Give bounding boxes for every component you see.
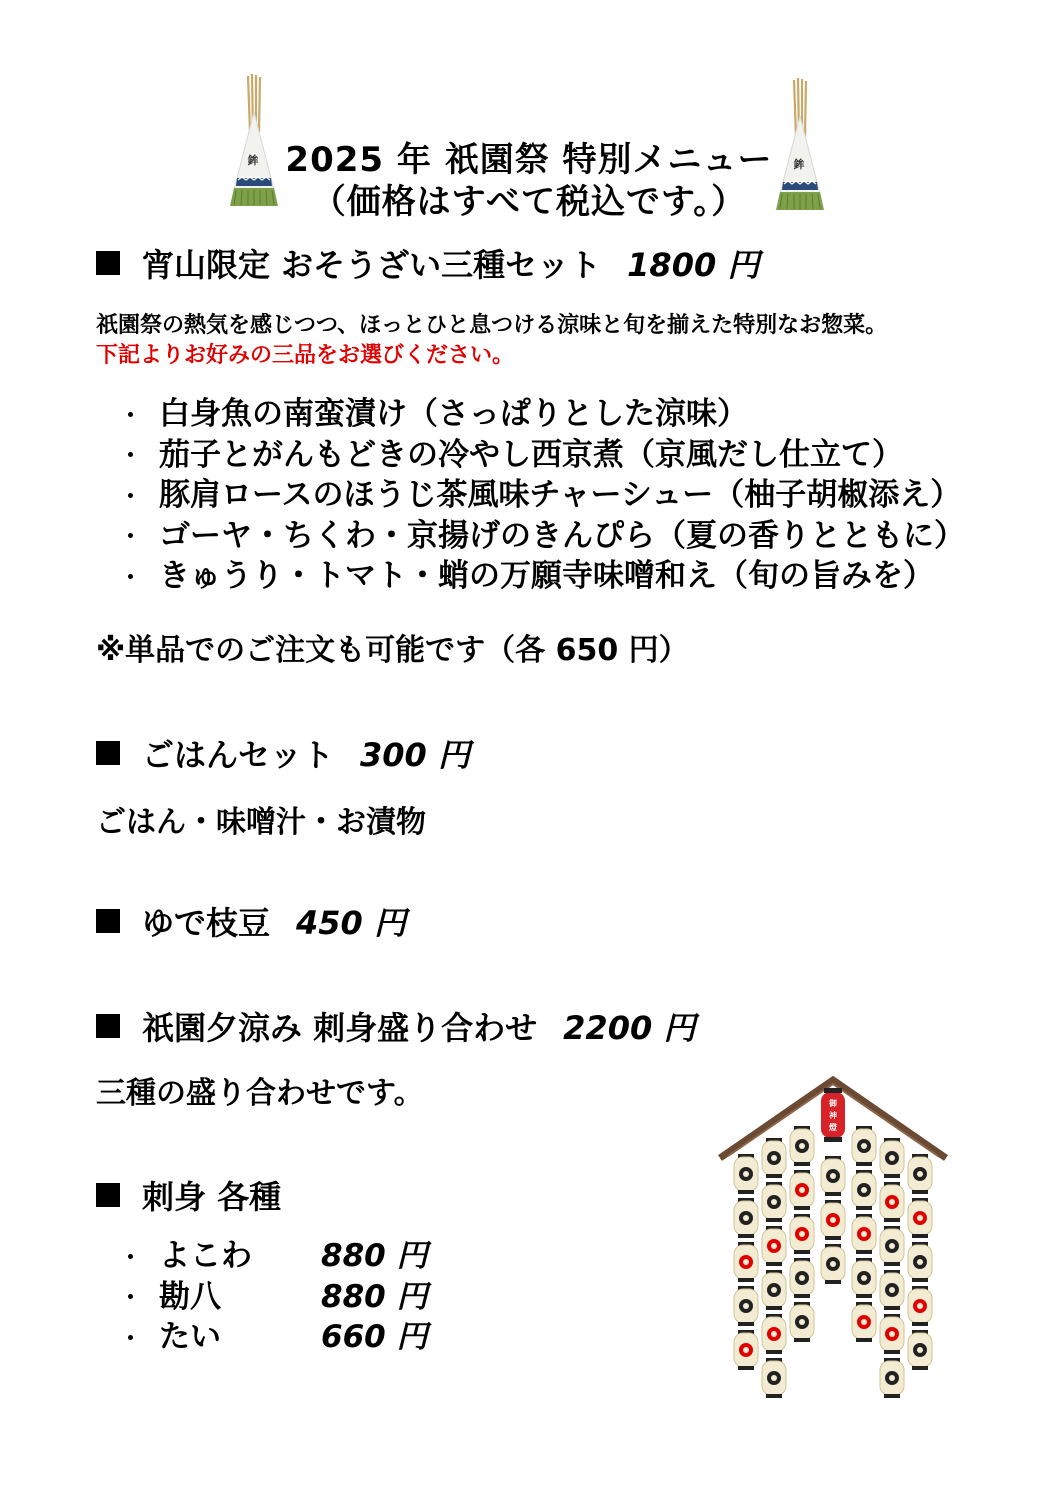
- section-name: ごはんセット: [142, 736, 335, 774]
- paper-lantern-icon: [821, 1244, 845, 1284]
- paper-lantern-icon: [880, 1314, 904, 1354]
- section-heading-gohan: [96, 730, 470, 776]
- section-heading-souzai: [96, 240, 759, 286]
- section-description: ごはん・味噌汁・お漬物: [96, 805, 426, 840]
- paper-lantern-icon: [880, 1358, 904, 1398]
- paper-lantern-icon: [852, 1214, 876, 1254]
- paper-lantern-icon: [790, 1258, 814, 1298]
- list-item: 白身魚の南蛮漬け（さっぱりとした涼味）: [128, 394, 965, 435]
- list-item: よこわ 880 円: [128, 1236, 428, 1277]
- bullet-icon: [128, 493, 133, 498]
- lantern-sign-char: 神: [829, 1111, 837, 1120]
- list-item: 豚肩ロースのほうじ茶風味チャーシュー（柚子胡椒添え）: [128, 475, 965, 516]
- paper-lantern-icon: [762, 1138, 786, 1178]
- section-description: 祇園祭の熱気を感じつつ、ほっとひと息つける涼味と旬を揃えた特別なお惣菜。: [96, 313, 888, 338]
- section-price: 2200 円: [563, 1009, 696, 1047]
- paper-lantern-icon: [790, 1302, 814, 1342]
- paper-lantern-icon: [790, 1126, 814, 1166]
- paper-lantern-icon: [734, 1286, 758, 1326]
- paper-lantern-icon: [790, 1170, 814, 1210]
- square-bullet-icon: [96, 251, 120, 275]
- svg-text:鉾: 鉾: [247, 154, 259, 167]
- lantern-sign-char: 燈: [829, 1123, 837, 1132]
- paper-lantern-icon: [762, 1182, 786, 1222]
- paper-lantern-icon: [734, 1330, 758, 1370]
- section-name: 刺身 各種: [142, 1178, 282, 1216]
- section-price: 1800 円: [627, 246, 760, 284]
- paper-lantern-icon: [852, 1302, 876, 1342]
- paper-lantern-icon: [734, 1154, 758, 1194]
- souzai-item-list: [128, 394, 965, 597]
- single-order-note: ※単品でのご注文も可能です（各 650 円）: [96, 633, 689, 668]
- bullet-icon: [128, 452, 133, 457]
- list-item: 勘八 880 円: [128, 1277, 428, 1318]
- square-bullet-icon: [96, 741, 120, 765]
- section-description: 三種の盛り合わせです。: [96, 1076, 424, 1111]
- paper-lantern-icon: [790, 1214, 814, 1254]
- bullet-icon: [128, 533, 133, 538]
- paper-lantern-icon: [734, 1242, 758, 1282]
- lantern-shrine-icon: [716, 1076, 950, 1402]
- paper-lantern-icon: [852, 1170, 876, 1210]
- section-heading-sashimi-set: [96, 1003, 695, 1049]
- paper-lantern-icon: [762, 1226, 786, 1266]
- section-heading-edamame: [96, 898, 406, 944]
- section-price: 300 円: [360, 736, 470, 774]
- bullet-icon: [128, 412, 133, 417]
- paper-lantern-icon: [821, 1156, 845, 1196]
- paper-lantern-icon: [908, 1198, 932, 1238]
- bullet-icon: [128, 574, 133, 579]
- paper-lantern-icon: [821, 1200, 845, 1240]
- lantern-sign-char: 御: [829, 1099, 837, 1108]
- svg-text:鉾: 鉾: [793, 158, 805, 171]
- paper-lantern-icon: [762, 1358, 786, 1398]
- red-lantern-icon: [821, 1088, 845, 1142]
- paper-lantern-icon: [852, 1126, 876, 1166]
- section-name: ゆで枝豆: [142, 904, 271, 942]
- section-name: 宵山限定 おそうざい三種セット: [142, 246, 602, 284]
- paper-lantern-icon: [762, 1314, 786, 1354]
- paper-lantern-icon: [762, 1270, 786, 1310]
- paper-lantern-icon: [880, 1182, 904, 1222]
- square-bullet-icon: [96, 1014, 120, 1038]
- paper-lantern-icon: [880, 1138, 904, 1178]
- section-price: 450 円: [296, 904, 406, 942]
- list-item: きゅうり・トマト・蛸の万願寺味噌和え（旬の旨みを）: [128, 556, 965, 597]
- paper-lantern-icon: [908, 1154, 932, 1194]
- square-bullet-icon: [96, 909, 120, 933]
- bullet-icon: [128, 1294, 133, 1299]
- page-subtitle: （価格はすべて税込です。）: [311, 182, 747, 222]
- paper-lantern-icon: [880, 1270, 904, 1310]
- paper-lantern-icon: [908, 1286, 932, 1326]
- page-title: 2025 年 祇園祭 特別メニュー: [285, 140, 773, 180]
- section-heading-sashimi: [96, 1172, 281, 1218]
- sashimi-item-list: [128, 1236, 428, 1358]
- section-name: 祇園夕涼み 刺身盛り合わせ: [142, 1009, 538, 1047]
- paper-lantern-icon: [852, 1258, 876, 1298]
- paper-lantern-icon: [880, 1226, 904, 1266]
- list-item: たい 660 円: [128, 1317, 428, 1358]
- list-item: 茄子とがんもどきの冷やし西京煮（京風だし仕立て）: [128, 435, 965, 476]
- square-bullet-icon: [96, 1183, 120, 1207]
- paper-lantern-icon: [734, 1198, 758, 1238]
- paper-lantern-icon: [908, 1242, 932, 1282]
- selection-instruction: 下記よりお好みの三品をお選びください。: [96, 343, 515, 368]
- bullet-icon: [128, 1335, 133, 1340]
- paper-lantern-icon: [908, 1330, 932, 1370]
- bullet-icon: [128, 1254, 133, 1259]
- list-item: ゴーヤ・ちくわ・京揚げのきんぴら（夏の香りとともに）: [128, 516, 965, 557]
